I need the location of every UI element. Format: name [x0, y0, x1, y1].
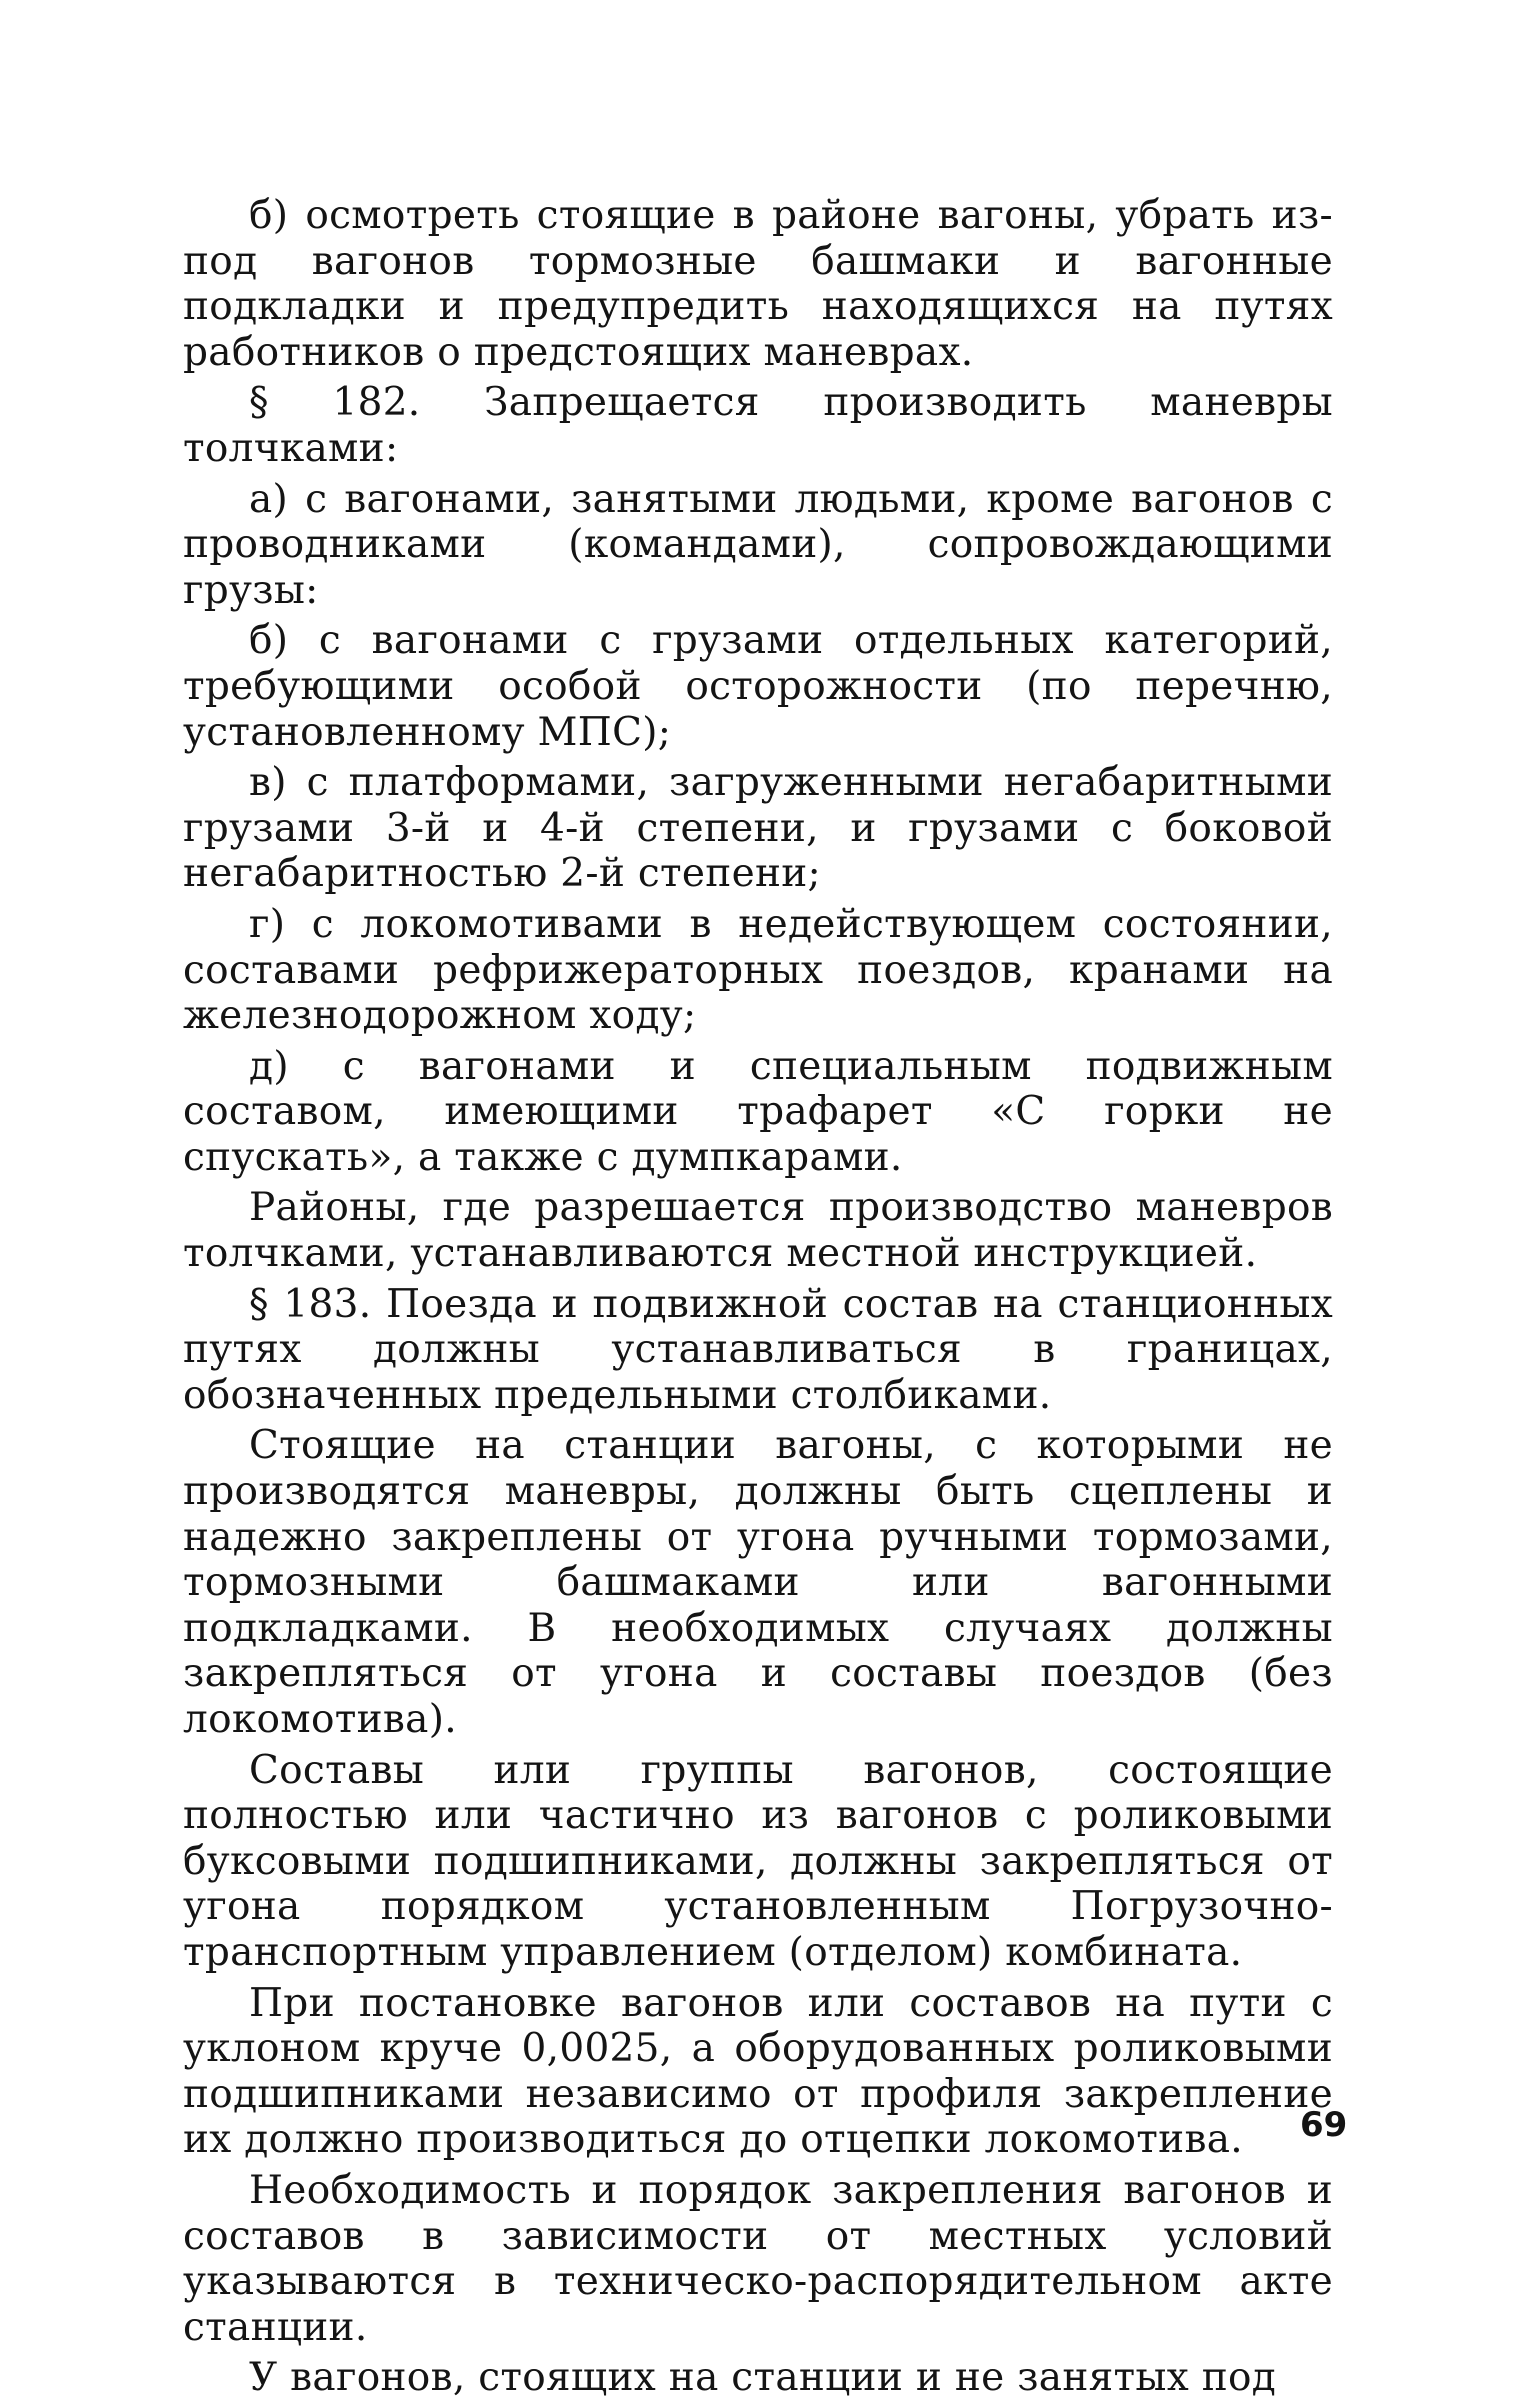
paragraph-continued: У вагонов, стоящих на станции и не занятых под	[249, 2355, 1277, 2401]
section-183-heading: § 183. Поезда и подвижной состав на станционных путях должны устанавливаться в границах, обозначенных предельными столбиками.	[183, 1281, 1333, 1418]
list-item-g: г) с локомотивами в недействующем состоянии, составами рефрижераторных поездов, кранами на железнодорожном ходу;	[183, 901, 1333, 1039]
paragraph-local-instruction: Районы, где разрешается производство маневров толчками, устанавливаются местной инструкцией.	[183, 1185, 1333, 1277]
body-text	[183, 193, 1333, 2406]
paragraph-technical-act: Необходимость и порядок закрепления вагонов и составов в зависимости от местных условий указываются в техническо-распорядительном акте станции.	[183, 2167, 1333, 2350]
page-number: 69	[1300, 2105, 1348, 2145]
section-182-heading: § 182. Запрещается производить маневры толчками:	[183, 380, 1333, 471]
list-item-b: б) с вагонами с грузами отдельных категорий, требующими особой осторожности (по перечню, установленному МПС);	[183, 618, 1333, 755]
paragraph-roller-bearings: Составы или группы вагонов, состоящие полностью или частично из вагонов с роликовыми буксовыми подшипниками, должны закрепляться от угона порядком установленным Погрузочно-транспортным управлением (отделом) комбината.	[183, 1747, 1333, 1975]
paragraph-coupling-wagons: Стоящие на станции вагоны, с которыми не производятся маневры, должны быть сцеплены и надежно закреплены от угона ручными тормозами, тормозными башмаками или вагонными подкладками. В необходимых случаях должны закрепляться от угона и составы поездов (без локомотива).	[183, 1423, 1333, 1742]
paragraph-b-inspect-wagons: б) осмотреть стоящие в районе вагоны, убрать из-под вагонов тормозные башмаки и вагонные подкладки и предупредить находящихся на путях работников о предстоящих маневрах.	[183, 193, 1333, 375]
list-item-v: в) с платформами, загруженными негабаритными грузами 3-й и 4-й степени, и грузами с боковой негабаритностью 2-й степени;	[183, 760, 1333, 897]
list-item-a: а) с вагонами, занятыми людьми, кроме вагонов с проводниками (командами), сопровождающими грузы:	[183, 476, 1333, 613]
list-item-d: д) с вагонами и специальным подвижным составом, имеющими трафарет «С горки не спускать», а также с думпкарами.	[183, 1043, 1333, 1180]
paragraph-slope: При постановке вагонов или составов на пути с уклоном круче 0,0025, а оборудованных роликовыми подшипниками независимо от профиля закрепление их должно производиться до отцепки локомотива.	[183, 1980, 1333, 2163]
